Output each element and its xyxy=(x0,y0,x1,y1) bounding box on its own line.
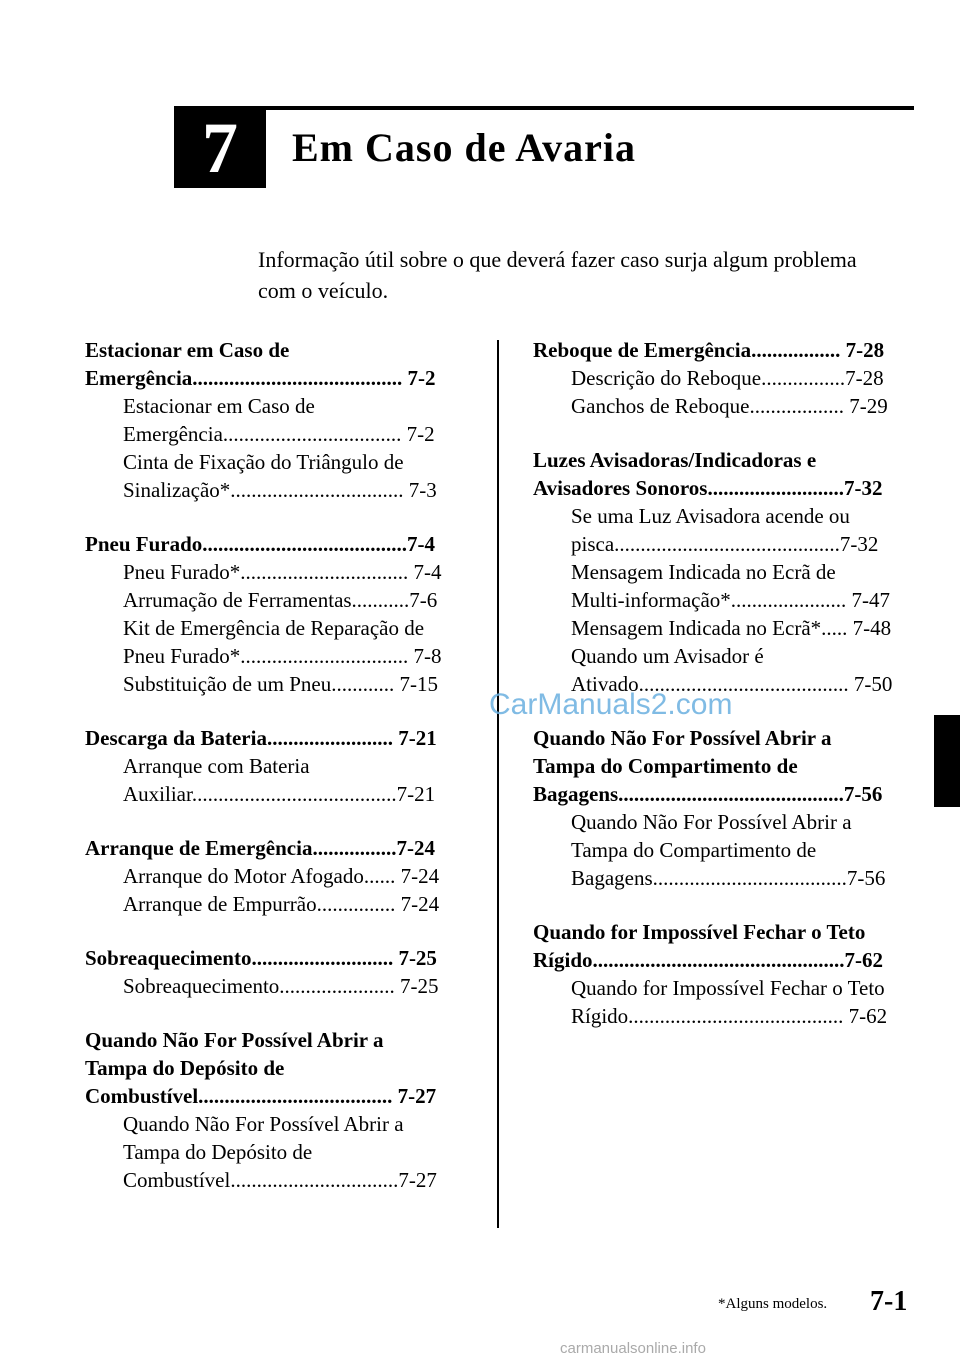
toc-entry[interactable]: Quando Não For Possível Abrir a xyxy=(571,810,852,834)
toc-entry[interactable]: Descrição do Reboque................7-28 xyxy=(571,366,884,390)
toc-entry[interactable]: Tampa do Depósito de xyxy=(123,1140,313,1164)
toc-entry[interactable]: Tampa do Compartimento de xyxy=(571,838,817,862)
toc-entry[interactable]: Pneu Furado*................................ 7-8 xyxy=(123,644,442,668)
chapter-thumb-tab xyxy=(934,715,960,807)
page-number: 7-1 xyxy=(870,1286,908,1317)
toc-entry[interactable]: Arranque de Empurrão............... 7-24 xyxy=(123,892,440,916)
toc-entry[interactable]: Quando um Avisador é xyxy=(571,644,764,668)
toc-entry[interactable]: Substituição de um Pneu............ 7-15 xyxy=(123,672,438,696)
toc-section-heading[interactable]: Sobreaquecimento........................... 7-25 xyxy=(85,946,437,970)
toc-section xyxy=(533,446,913,698)
toc-entry[interactable]: Sinalização*................................. 7-3 xyxy=(123,478,437,502)
toc-entry[interactable]: Estacionar em Caso de xyxy=(123,394,315,418)
toc-left-column xyxy=(85,336,465,1220)
watermark-logo: CarManuals2.com xyxy=(489,688,733,721)
toc-section-heading[interactable]: Arranque de Emergência................7-24 xyxy=(85,836,435,860)
toc-section xyxy=(85,336,465,504)
toc-entry[interactable]: Emergência.................................. 7-2 xyxy=(123,422,435,446)
footer-watermark: carmanualsonline.info xyxy=(560,1340,706,1357)
toc-entry[interactable]: Kit de Emergência de Reparação de xyxy=(123,616,425,640)
toc-section-heading[interactable]: Combustível..................................... 7-27 xyxy=(85,1084,437,1108)
chapter-number-box xyxy=(174,108,266,188)
toc-section-heading[interactable]: Quando Não For Possível Abrir a xyxy=(533,726,832,750)
toc-section xyxy=(85,724,465,808)
toc-section xyxy=(85,1026,465,1194)
toc-section xyxy=(85,834,465,918)
chapter-title: Em Caso de Avaria xyxy=(292,125,637,170)
toc-section xyxy=(533,336,913,420)
footnote: *Alguns modelos. xyxy=(718,1296,828,1312)
chapter-rule xyxy=(174,106,914,110)
toc-entry[interactable]: Multi-informação*...................... 7-47 xyxy=(571,588,891,612)
chapter-intro: Informação útil sobre o que deverá fazer caso surja algum problema com o veículo. xyxy=(258,247,857,303)
toc-entry[interactable]: Quando Não For Possível Abrir a xyxy=(123,1112,404,1136)
toc-section-heading[interactable]: Descarga da Bateria........................ 7-21 xyxy=(85,726,437,750)
toc-section-heading[interactable]: Emergência........................................ 7-2 xyxy=(85,366,436,390)
toc-section-heading[interactable]: Luzes Avisadoras/Indicadoras e xyxy=(533,448,817,472)
toc-entry[interactable]: Pneu Furado*................................ 7-4 xyxy=(123,560,442,584)
toc-section-heading[interactable]: Tampa do Depósito de xyxy=(85,1056,285,1080)
toc-entry[interactable]: Mensagem Indicada no Ecrã de xyxy=(571,560,836,584)
toc-entry[interactable]: Quando for Impossível Fechar o Teto xyxy=(571,976,885,1000)
toc-entry[interactable]: Se uma Luz Avisadora acende ou xyxy=(571,504,850,528)
toc-entry[interactable]: Ativado........................................ 7-50 xyxy=(571,672,893,696)
toc-section-heading[interactable]: Pneu Furado.......................................7-4 xyxy=(85,532,436,556)
toc-section-heading[interactable]: Bagagens...........................................7-56 xyxy=(533,782,883,806)
toc-entry[interactable]: Cinta de Fixação do Triângulo de xyxy=(123,450,404,474)
toc-entry[interactable]: Ganchos de Reboque.................. 7-29 xyxy=(571,394,888,418)
toc-section-heading[interactable]: Tampa do Compartimento de xyxy=(533,754,798,778)
toc-section-heading[interactable]: Reboque de Emergência................. 7-28 xyxy=(533,338,885,362)
toc-section xyxy=(533,724,913,892)
toc-entry[interactable]: Auxiliar.......................................7-21 xyxy=(123,782,436,806)
column-divider xyxy=(497,340,499,1228)
toc-section xyxy=(533,918,913,1030)
toc-entry[interactable]: Combustível................................7-27 xyxy=(123,1168,437,1192)
toc-entry[interactable]: Sobreaquecimento...................... 7-25 xyxy=(123,974,439,998)
toc-entry[interactable]: Arrumação de Ferramentas...........7-6 xyxy=(123,588,438,612)
toc-entry[interactable]: pisca...........................................7-32 xyxy=(571,532,879,556)
toc-entry[interactable]: Arranque do Motor Afogado...... 7-24 xyxy=(123,864,440,888)
toc-section-heading[interactable]: Avisadores Sonoros..........................7-32 xyxy=(533,476,883,500)
toc-entry[interactable]: Mensagem Indicada no Ecrã*..... 7-48 xyxy=(571,616,892,640)
chapter-number: 7 xyxy=(202,108,238,188)
toc-section-heading[interactable]: Quando for Impossível Fechar o Teto xyxy=(533,920,866,944)
toc-entry[interactable]: Rígido......................................... 7-62 xyxy=(571,1004,888,1028)
toc-section-heading[interactable]: Rígido................................................7-62 xyxy=(533,948,884,972)
toc-entry[interactable]: Arranque com Bateria xyxy=(123,754,310,778)
toc-section xyxy=(85,944,465,1000)
toc-section-heading[interactable]: Estacionar em Caso de xyxy=(85,338,290,362)
toc-entry[interactable]: Bagagens.....................................7-56 xyxy=(571,866,886,890)
toc-section-heading[interactable]: Quando Não For Possível Abrir a xyxy=(85,1028,384,1052)
toc-section xyxy=(85,530,465,698)
